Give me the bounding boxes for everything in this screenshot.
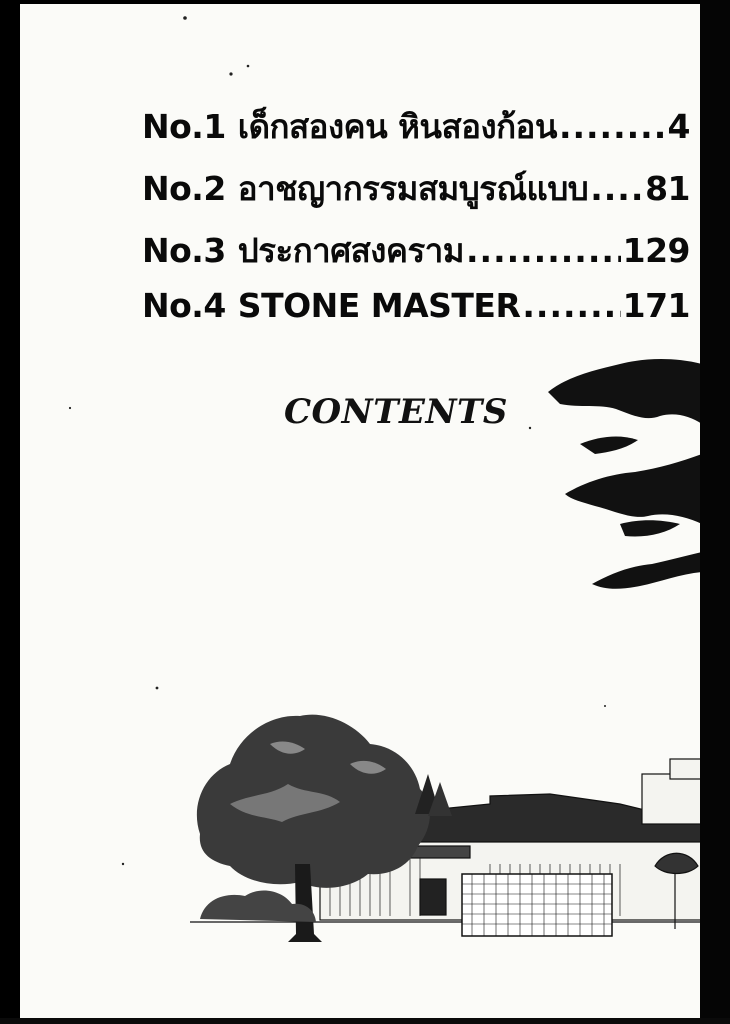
contents-page (20, 4, 702, 1020)
toc-entry-page: 81 (645, 169, 690, 208)
toc-entry-title: ประกาศสงคราม (237, 231, 464, 270)
toc-entry-page: 129 (622, 231, 690, 270)
toc-entry-number: No.1 (142, 107, 226, 146)
toc-entry[interactable] (142, 224, 690, 286)
toc-entry-number: No.2 (142, 169, 226, 208)
toc-entry-title: STONE MASTER (237, 286, 521, 325)
toc-entry-page: 171 (622, 286, 690, 325)
toc-entry-page: 4 (667, 107, 690, 146)
toc-entry-number: No.3 (142, 231, 226, 270)
contents-heading: CONTENTS (284, 392, 508, 432)
toc-entry[interactable] (142, 162, 690, 224)
dot-leader (522, 286, 620, 325)
toc-entry-title: เด็กสองคน หินสองก้อน (237, 107, 557, 146)
toc-entry[interactable] (142, 100, 690, 162)
scan-edge-right (700, 0, 730, 1024)
tree-foliage-top-right (548, 359, 702, 589)
dot-leader (559, 107, 666, 146)
table-of-contents (142, 100, 690, 348)
toc-entry-title: อาชญากรรมสมบูรณ์แบบ (237, 169, 589, 208)
toc-entry-number: No.4 (142, 286, 226, 325)
scan-edge-bottom (0, 1018, 730, 1024)
toc-entry[interactable] (142, 286, 690, 348)
dot-leader (590, 169, 643, 208)
dot-leader (466, 231, 621, 270)
